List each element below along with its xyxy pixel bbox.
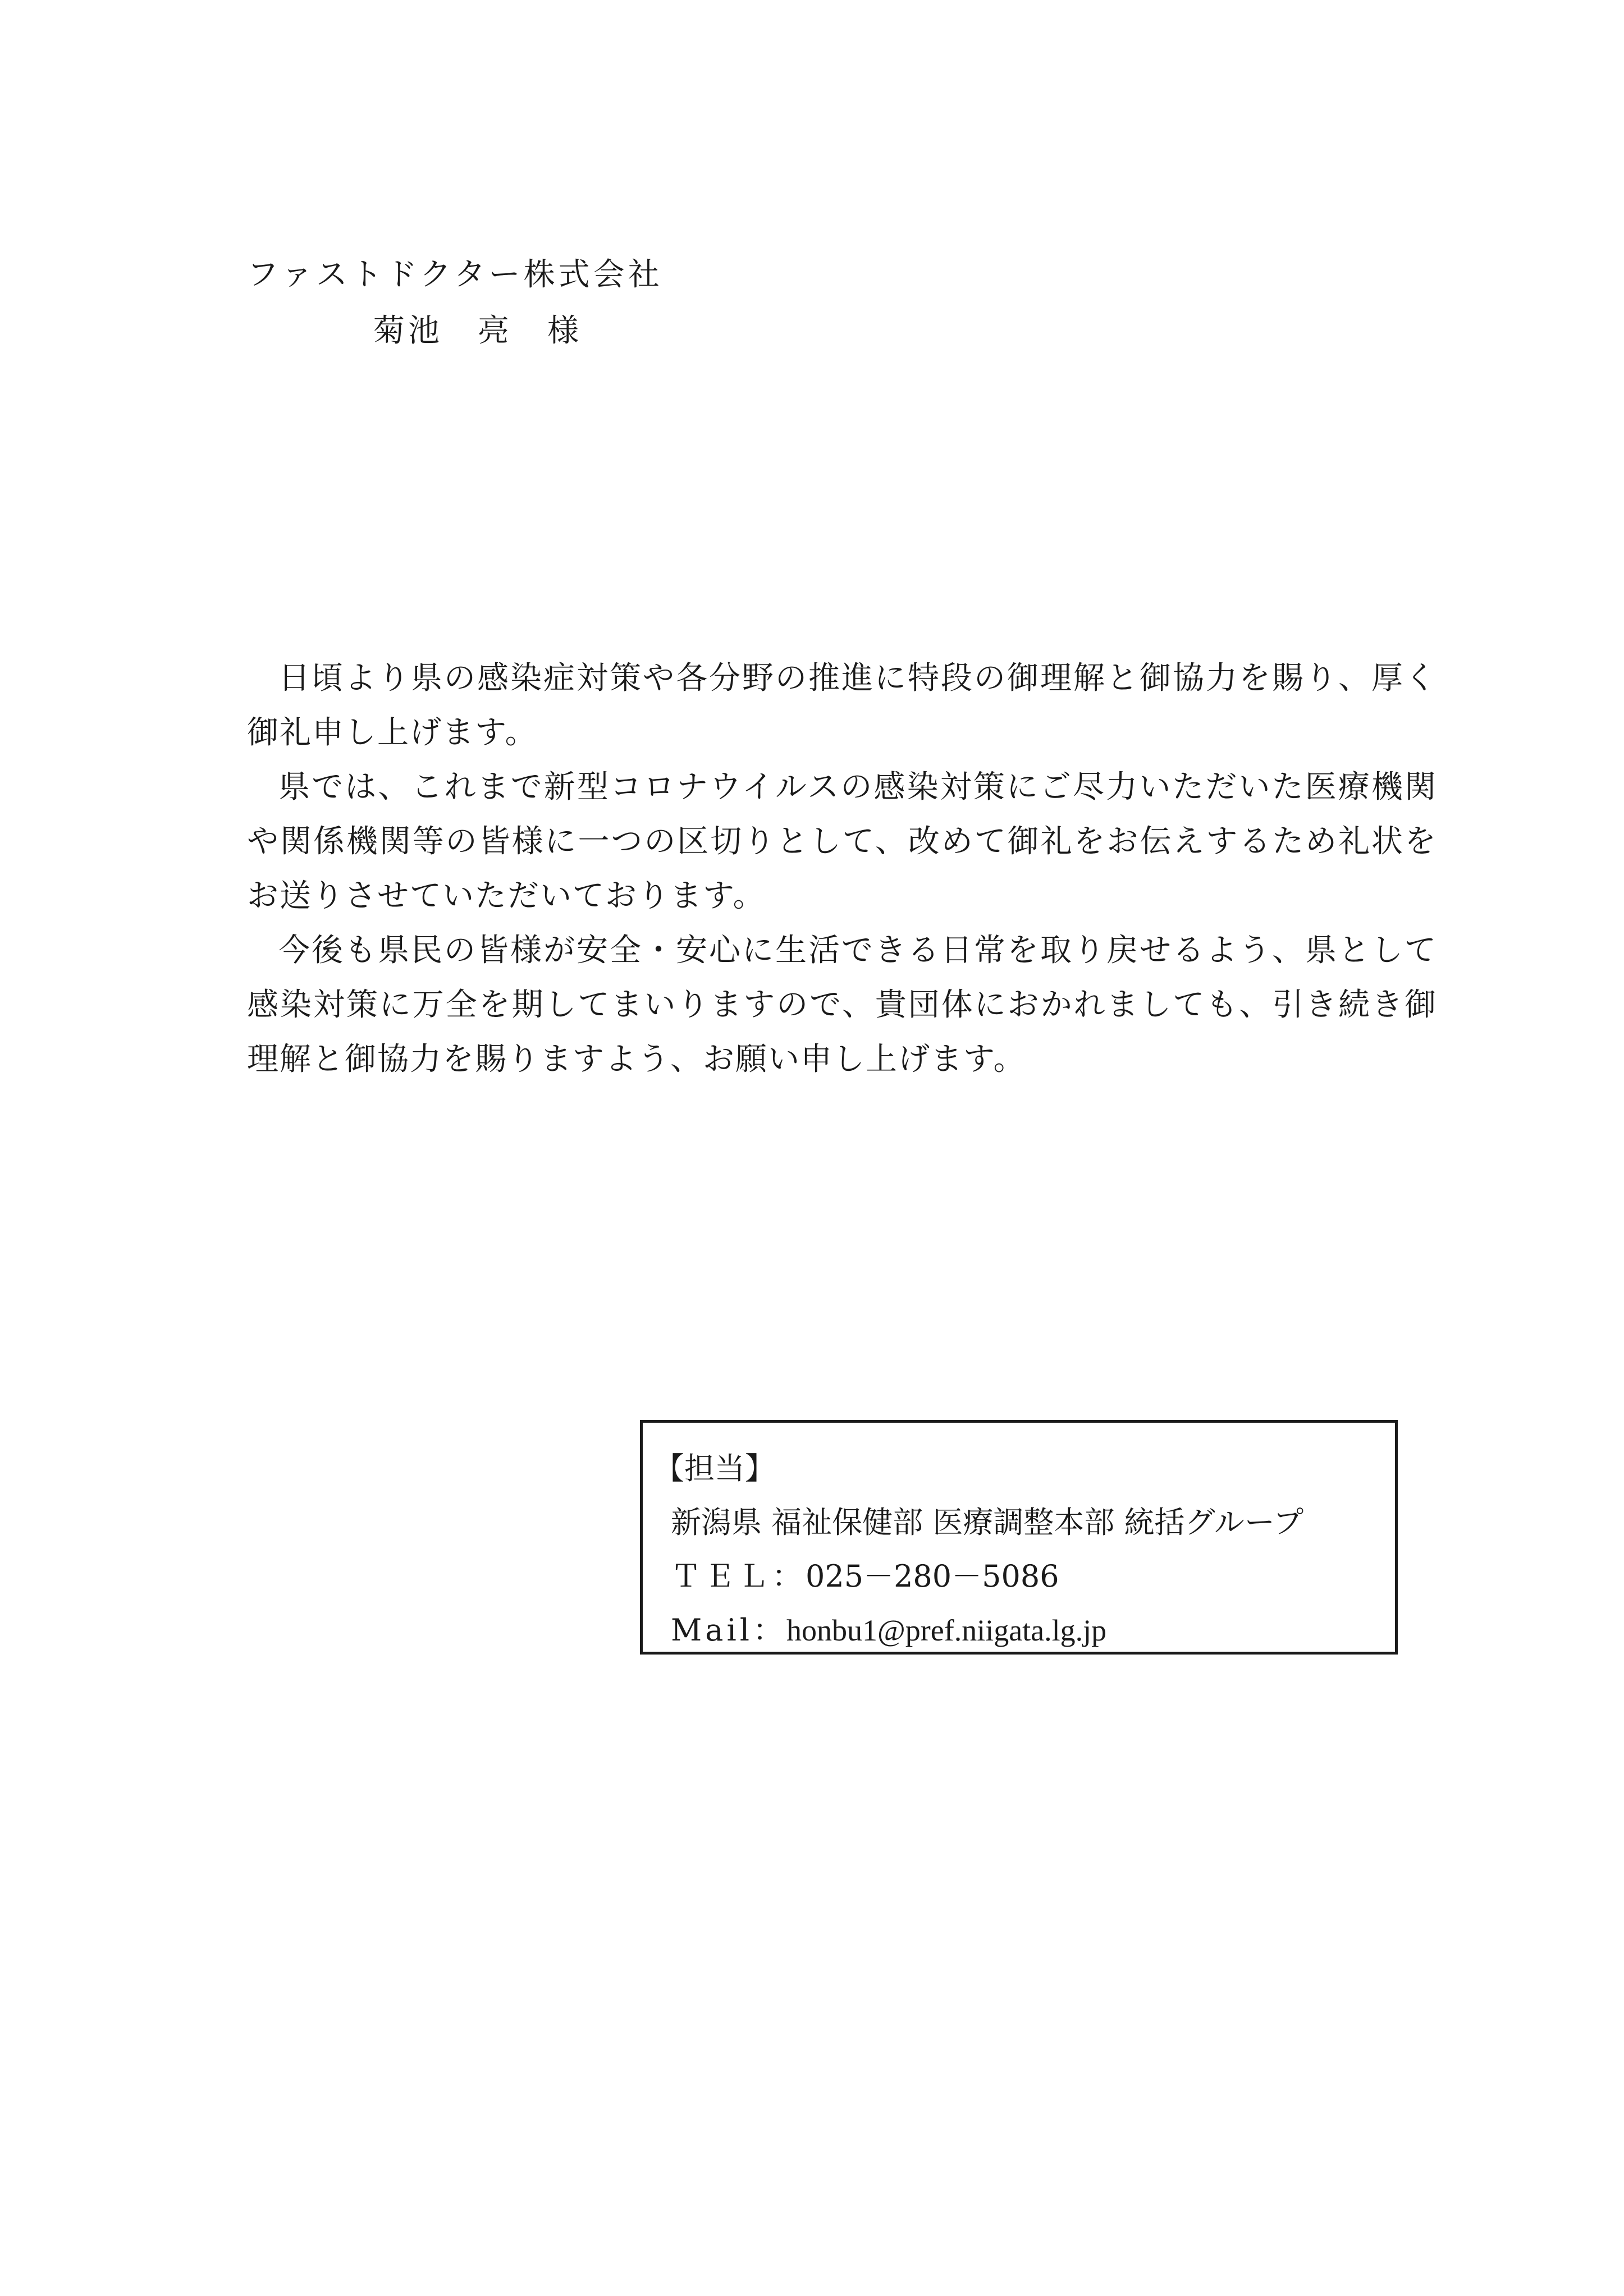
contact-box [640,1420,1398,1655]
contact-tel: 025－280－5086 [806,1559,1059,1594]
contact-department: 新潟県 福祉保健部 医療調整本部 統括グループ [671,1505,1304,1540]
contact-mail-line [660,1603,1385,1657]
contact-mail-label: Mail： [671,1612,787,1648]
addressee-block [247,247,663,359]
addressee-company: ファストドクター株式会社 [247,256,663,293]
body-paragraph-2: 県では、これまで新型コロナウイルスの感染対策にご尽力いただいた医療機関や関係機関等の皆様に一つの区切りとして、改めて御礼をお伝えするため礼状をお送りさせていただいております。 [247,769,1437,914]
body-paragraph-3: 今後も県民の皆様が安全・安心に生活できる日常を取り戻せるよう、県として感染対策に万全を期してまいりますので、貴団体におかれましても、引き続き御理解と御協力を賜りますよう、お願い申し上げます。 [247,932,1437,1078]
contact-tel-line [660,1550,1385,1603]
letter-body [247,651,1437,1087]
contact-heading: 【担当】 [654,1451,775,1486]
contact-mail: honbu1@pref.niigata.lg.jp [786,1614,1107,1647]
contact-tel-label: ＴＥＬ： [671,1559,806,1594]
addressee-name: 菊池 亮 様 [373,313,582,349]
body-paragraph-1: 日頃より県の感染症対策や各分野の推進に特段の御理解と御協力を賜り、厚く御礼申し上げます。 [247,660,1437,751]
